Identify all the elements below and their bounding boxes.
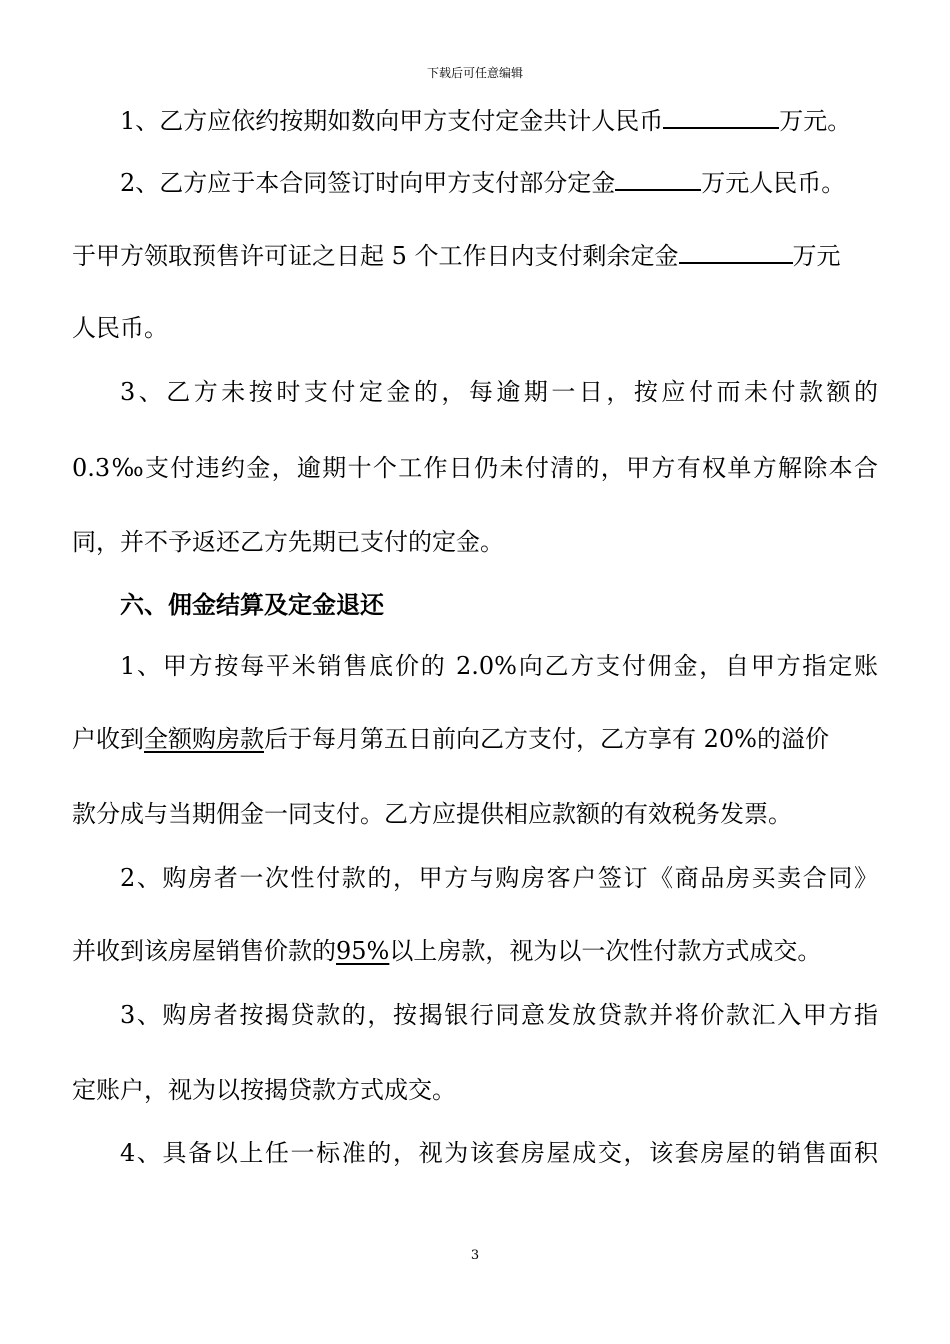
clause-text: 以上房款，视为以一次性付款方式成交。 — [389, 937, 822, 965]
commission-clause-3-line: 3、购房者按揭贷款的，按揭银行同意发放贷款并将价款汇入甲方指 — [120, 1001, 878, 1029]
clause-text: 并收到该房屋销售价款的 — [72, 937, 336, 965]
commission-clause-3-line-2: 定账户，视为以按揭贷款方式成交。 — [72, 1076, 456, 1104]
clause-3-line: 3、乙方未按时支付定金的，每逾期一日，按应付而未付款额的 — [120, 378, 878, 406]
clause-3-line-3: 同，并不予返还乙方先期已支付的定金。 — [72, 528, 504, 556]
section-heading: 六、佣金结算及定金退还 — [120, 590, 384, 619]
underlined-term: 全额购房款 — [144, 725, 264, 753]
clause-2-line — [120, 165, 878, 200]
clause-2-line-2 — [72, 238, 878, 273]
commission-clause-1-line-3: 款分成与当期佣金一同支付。乙方应提供相应款额的有效税务发票。 — [72, 800, 792, 828]
clause-text: 于甲方领取预售许可证之日起 5 个工作日内支付剩余定金 — [72, 242, 679, 270]
amount-blank — [615, 165, 701, 191]
clause-text: 户收到 — [72, 725, 144, 753]
amount-blank — [663, 103, 779, 129]
clause-1-line — [120, 103, 878, 138]
clause-3-line-2: 0.3‰支付违约金，逾期十个工作日仍未付清的，甲方有权单方解除本合 — [72, 454, 878, 482]
commission-clause-4-line: 4、具备以上任一标准的，视为该套房屋成交，该套房屋的销售面积 — [120, 1139, 878, 1167]
page-number: 3 — [470, 1248, 480, 1263]
commission-clause-2-line: 2、购房者一次性付款的，甲方与购房客户签订《商品房买卖合同》 — [120, 864, 878, 892]
clause-text: 万元人民币。 — [701, 169, 846, 197]
commission-clause-2-line-2 — [72, 934, 878, 968]
clause-text: 2、乙方应于本合同签订时向甲方支付部分定金 — [120, 169, 616, 197]
clause-text: 万元。 — [779, 107, 852, 135]
clause-2-line-3: 人民币。 — [72, 314, 168, 342]
commission-clause-1-line-2 — [72, 722, 878, 756]
amount-blank — [679, 238, 793, 264]
commission-clause-1-line: 1、甲方按每平米销售底价的 2.0%向乙方支付佣金，自甲方指定账 — [120, 652, 878, 680]
clause-text: 后于每月第五日前向乙方支付，乙方享有 20%的溢价 — [264, 725, 829, 753]
clause-text: 万元 — [792, 242, 841, 270]
page-header: 下载后可任意编辑 — [426, 66, 523, 80]
underlined-term: 95% — [336, 937, 390, 965]
clause-text: 1、乙方应依约按期如数向甲方支付定金共计人民币 — [120, 107, 664, 135]
